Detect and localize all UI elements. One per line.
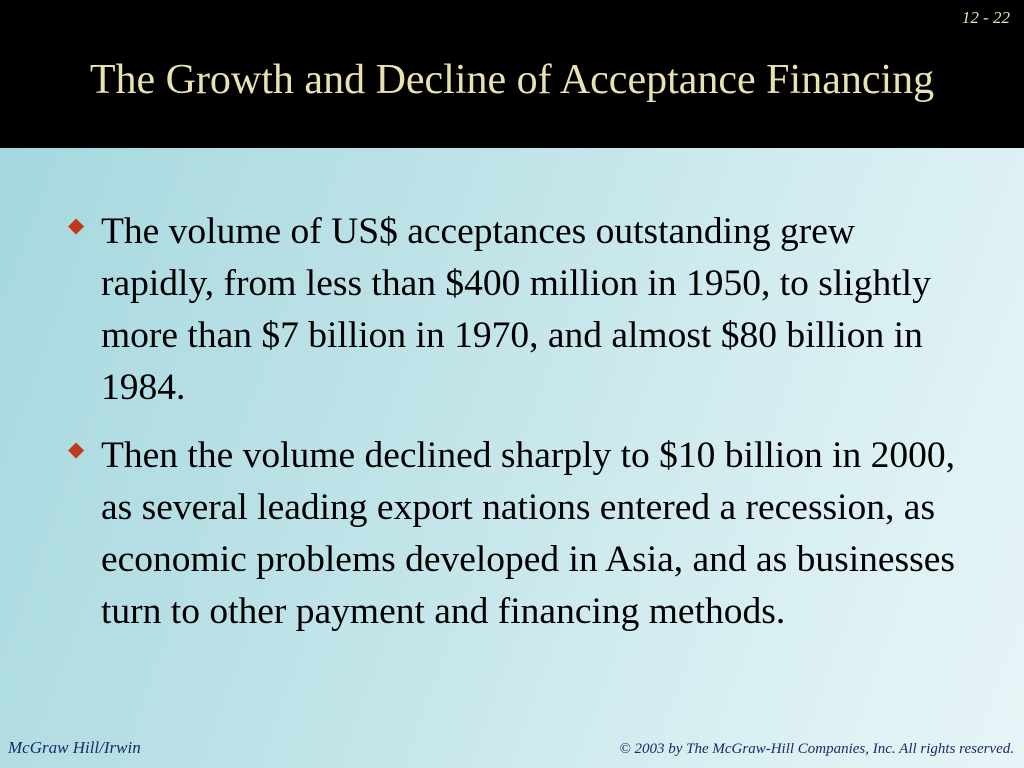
footer-copyright: © 2003 by The McGraw-Hill Companies, Inc. All rights reserved. bbox=[619, 741, 1014, 757]
bullet-list bbox=[64, 206, 964, 654]
footer-publisher: McGraw Hill/Irwin bbox=[8, 738, 141, 757]
slide-title: The Growth and Decline of Acceptance Financing bbox=[89, 57, 935, 103]
bullet-item bbox=[64, 206, 964, 414]
slide-content bbox=[0, 148, 1024, 768]
slide-number: 12 - 22 bbox=[961, 8, 1010, 27]
diamond-bullet-icon: ◆ bbox=[68, 213, 85, 237]
bullet-text: Then the volume declined sharply to $10 billion in 2000, as several leading export nations entered a recession, as economic problems developed in Asia, and as businesses turn to other payment and financing methods. bbox=[101, 435, 956, 632]
bullet-text: The volume of US$ acceptances outstanding grew rapidly, from less than $400 million in 1950, to slightly more than $7 billion in 1970, and almost $80 billion in 1984. bbox=[101, 211, 931, 408]
bullet-item bbox=[64, 430, 964, 638]
diamond-bullet-icon: ◆ bbox=[68, 437, 85, 461]
slide-header bbox=[0, 0, 1024, 148]
